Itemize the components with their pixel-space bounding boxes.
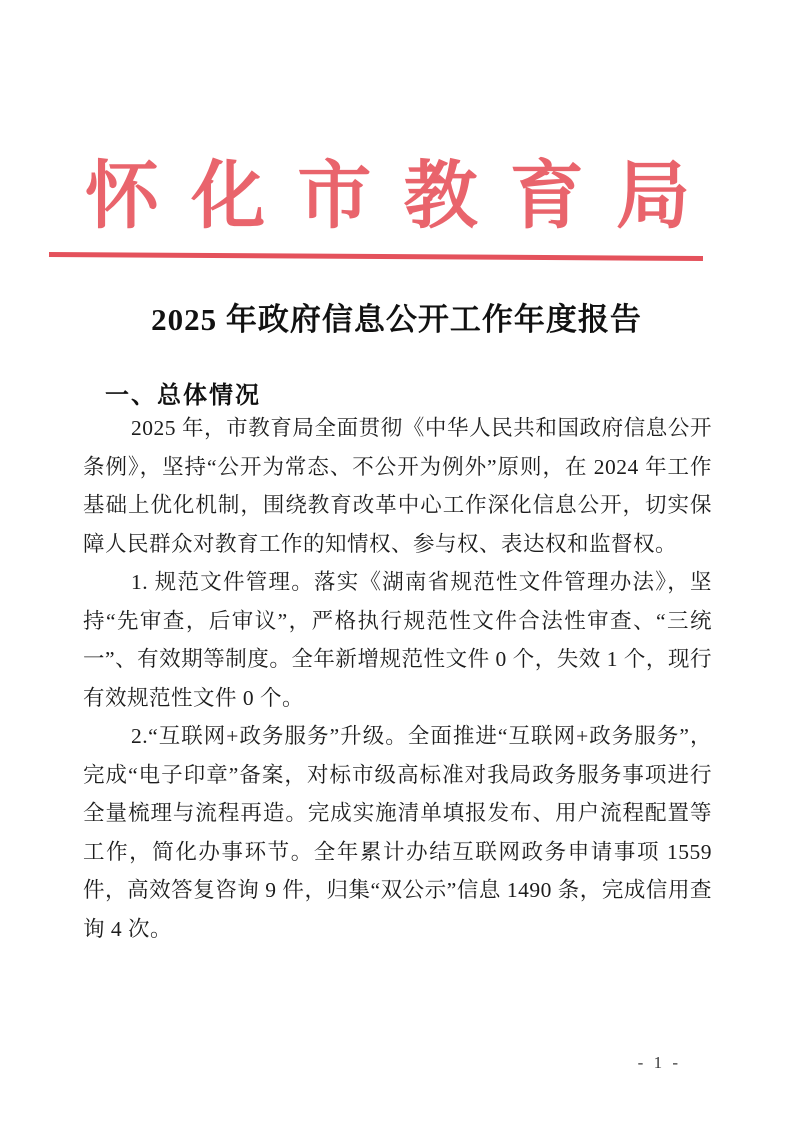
letterhead-char: 市 <box>297 156 372 238</box>
letterhead-char: 化 <box>191 156 266 238</box>
page-number: - 1 - <box>637 1053 681 1072</box>
letterhead-divider-rule <box>49 252 703 261</box>
body-paragraph: 2025 年，市教育局全面贯彻《中华人民共和国政府信息公开条例》，坚持“公开为常态、不公开为例外”原则，在 2024 年工作基础上优化机制，围绕教育改革中心工作深化信息公开，切实保障人民群众对教育工作的知情权、参与权、表达权和监督权。 <box>83 416 712 556</box>
letterhead-char: 局 <box>615 156 690 238</box>
letterhead-char: 教 <box>403 156 478 238</box>
document-title: 2025 年政府信息公开工作年度报告 <box>151 302 642 337</box>
letterhead-agency-name <box>85 156 690 238</box>
body-paragraph: 1. 规范文件管理。落实《湖南省规范性文件管理办法》，坚持“先审查，后审议”，严格执行规范性文件合法性审查、“三统一”、有效期等制度。全年新增规范性文件 0 个，失效 1 个，现行有效规范性文件 0 个。 <box>83 570 712 710</box>
body-paragraph: 2.“互联网+政务服务”升级。全面推进“互联网+政务服务”，完成“电子印章”备案，对标市级高标准对我局政务服务事项进行全量梳理与流程再造。完成实施清单填报发布、用户流程配置等工作，简化办事环节。全年累计办结互联网政务申请事项 1559 件，高效答复咨询 9 件，归集“双公示”信息 1490 条，完成信用查询 4 次。 <box>83 724 712 941</box>
section-heading: 一、总体情况 <box>105 382 261 409</box>
letterhead-char: 怀 <box>85 156 159 238</box>
document-body <box>83 409 712 948</box>
letterhead-char: 育 <box>509 156 584 238</box>
